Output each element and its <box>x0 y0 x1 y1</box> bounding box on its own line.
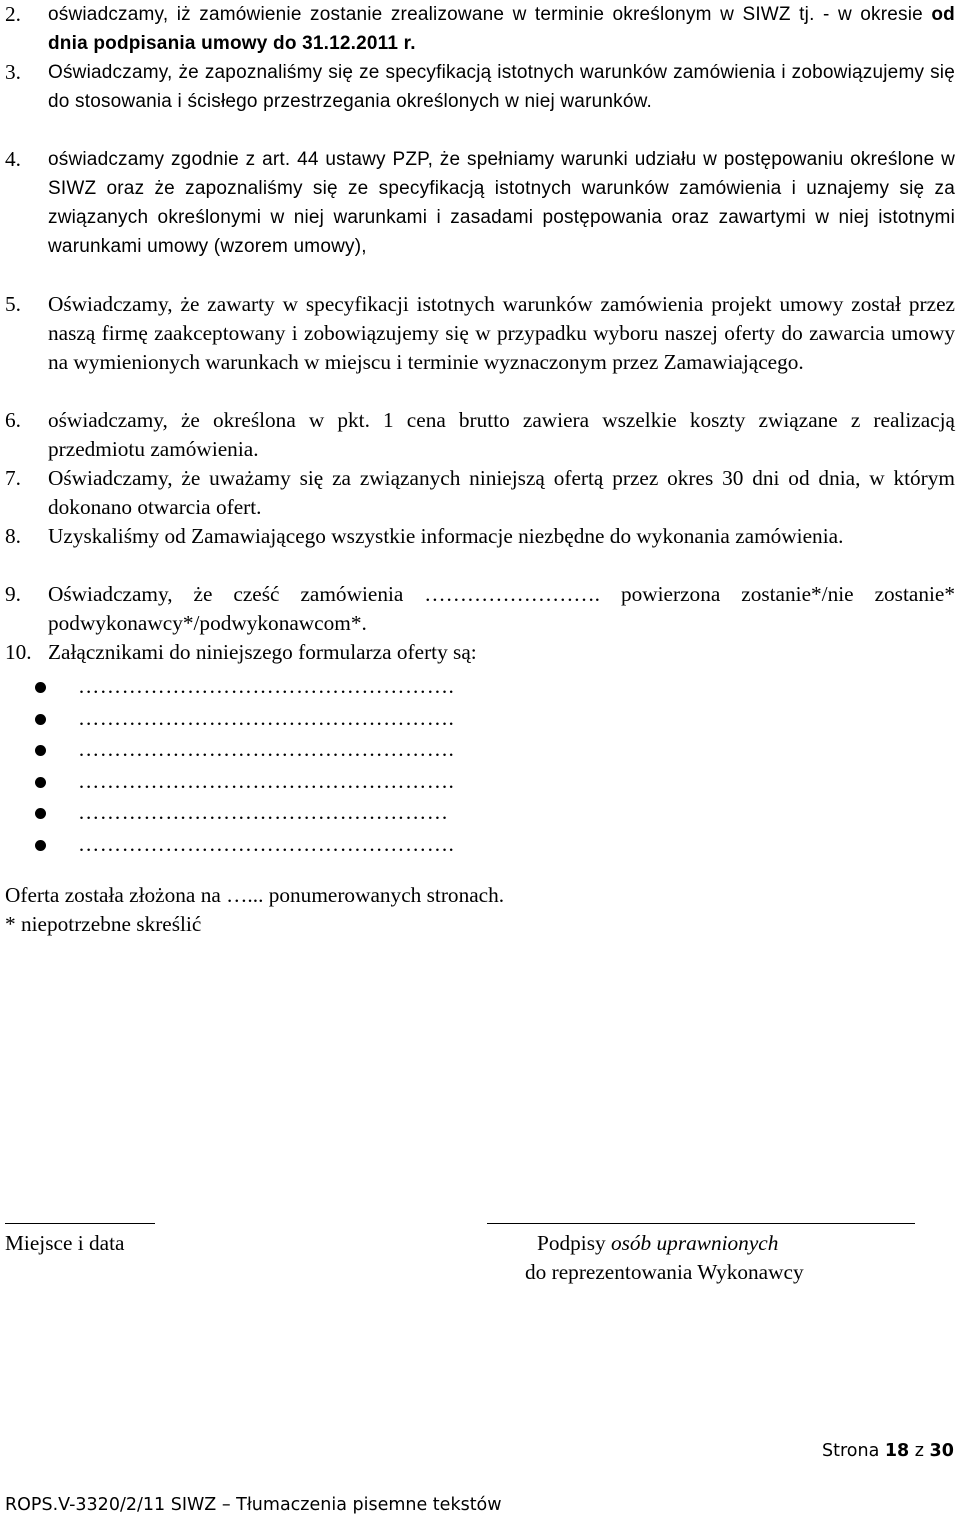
bullet-icon <box>35 714 46 725</box>
page-number-separator: z <box>909 1441 930 1461</box>
declaration-item-2 <box>5 0 955 58</box>
declaration-item-3 <box>5 58 955 116</box>
item-text: Oświadczamy, że uważamy się za związanych niniejszą ofertą przez okres 30 dni od dnia, w którym dokonano otwarcia ofert. <box>48 466 955 519</box>
page-number-total: 30 <box>929 1441 954 1461</box>
item-number: 10. <box>5 640 32 664</box>
item-number: 2. <box>5 2 21 26</box>
item-text: oświadczamy, że określona w pkt. 1 cena brutto zawiera wszelkie koszty związane z realizacją przedmiotu zamówienia. <box>48 408 955 461</box>
item-text-bold: od dnia podpisania umowy do 31.12.2011 r. <box>48 4 955 54</box>
item-number: 5. <box>5 292 21 316</box>
item-text: oświadczamy zgodnie z art. 44 ustawy PZP, że spełniamy warunki udziału w postępowaniu określone w SIWZ oraz że zapoznaliśmy się ze specyfikacją istotnych warunków zamówienia i uznajemy się za związanych określonymi w niej warunkami i zasadami postępowania oraz zawartymi w niej istotnymi warunkami umowy (wzorem umowy), <box>48 149 955 257</box>
offer-pages-note: Oferta została złożona na …... ponumerowanych stronach. <box>5 883 505 907</box>
list-item <box>30 798 630 830</box>
bullet-icon <box>35 777 46 788</box>
item-text: Oświadczamy, że zapoznaliśmy się ze specyfikacją istotnych warunków zamówienia i zobowiązujemy się do stosowania i ścisłego przestrzegania określonych w niej warunków. <box>48 62 955 112</box>
attachment-placeholder: …………………………………………… <box>78 800 449 825</box>
list-item <box>30 672 630 704</box>
item-text: Uzyskaliśmy od Zamawiającego wszystkie informacje niezbędne do wykonania zamówienia. <box>48 524 844 548</box>
item-number: 9. <box>5 582 21 606</box>
declaration-item-5 <box>5 290 955 377</box>
bullet-icon <box>35 808 46 819</box>
declaration-item-8 <box>5 522 955 551</box>
page-number <box>822 1440 954 1462</box>
attachment-placeholder: ……………………………………………. <box>78 737 455 762</box>
signers-label-regular: Podpisy <box>537 1231 611 1255</box>
place-date-line <box>5 1223 155 1224</box>
item-text <box>48 0 955 58</box>
attachment-placeholder: ……………………………………………. <box>78 674 455 698</box>
declaration-item-10 <box>5 638 955 667</box>
declaration-item-4 <box>5 145 955 261</box>
declaration-item-9 <box>5 580 955 638</box>
signature-line <box>487 1223 915 1224</box>
attachments-list <box>30 672 630 862</box>
attachment-placeholder: ……………………………………………. <box>78 705 455 730</box>
item-number: 7. <box>5 466 21 490</box>
bullet-icon <box>35 840 46 851</box>
item-text: Oświadczamy, że zawarty w specyfikacji istotnych warunków zamówienia projekt umowy został przez naszą firmę zaakceptowany i zobowiązujemy się w przypadku wyboru naszej oferty do zawarcia umowy na wymienionych warunkach w miejscu i terminie wyznaczonym przez Zamawiającego. <box>48 292 955 374</box>
attachment-placeholder: ……………………………………………. <box>78 768 455 793</box>
signers-label <box>537 1229 778 1258</box>
list-item <box>30 704 630 736</box>
item-number: 6. <box>5 408 21 432</box>
item-text: Załącznikami do niniejszego formularza oferty są: <box>48 640 477 664</box>
footer-reference: ROPS.V-3320/2/11 SIWZ – Tłumaczenia pisemne tekstów <box>5 1495 502 1515</box>
page-number-current: 18 <box>884 1441 910 1461</box>
list-item <box>30 830 630 862</box>
item-text-regular: oświadczamy, iż zamówienie zostanie zrealizowane w terminie określonym w SIWZ tj. - w okresie <box>48 4 932 25</box>
bullet-icon <box>35 682 46 693</box>
bullet-icon <box>35 745 46 756</box>
item-text: Oświadczamy, że cześć zamówienia ……………………. powierzona zostanie*/nie zostanie* podwykonawcy*/podwykonawcom*. <box>48 582 955 635</box>
declaration-item-6 <box>5 406 955 464</box>
place-date-label: Miejsce i data <box>5 1231 125 1255</box>
item-number: 3. <box>5 60 21 84</box>
declaration-item-7 <box>5 464 955 522</box>
item-number: 4. <box>5 147 21 171</box>
signers-label-line2: do reprezentowania Wykonawcy <box>525 1260 804 1284</box>
page-number-prefix: Strona <box>822 1441 885 1461</box>
attachment-placeholder: ……………………………………………. <box>78 831 455 856</box>
footnote: * niepotrzebne skreślić <box>5 912 202 936</box>
signers-label-italic: osób uprawnionych <box>610 1231 779 1255</box>
list-item <box>30 767 630 799</box>
list-item <box>30 735 630 767</box>
item-number: 8. <box>5 524 21 548</box>
